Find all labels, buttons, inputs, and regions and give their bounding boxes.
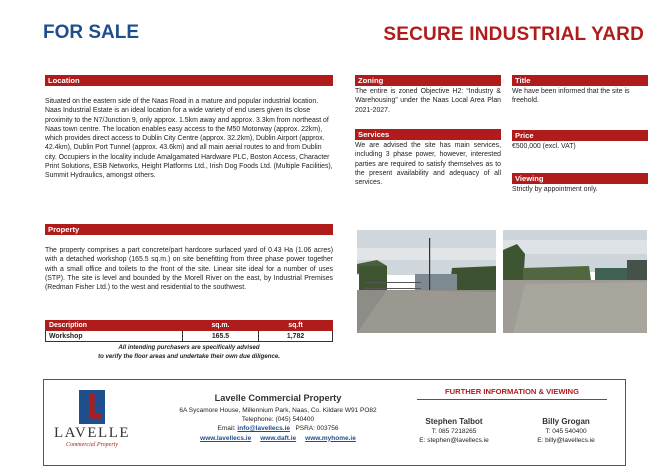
price-text: €500,000 (excl. VAT) — [512, 143, 576, 150]
table-header-description: Description — [46, 321, 183, 331]
logo-mark-icon — [79, 390, 105, 424]
website-link-myhome[interactable]: www.myhome.ie — [305, 434, 356, 442]
table-header-sqft: sq.ft — [259, 321, 333, 331]
company-telephone: Telephone: (045) 540400 — [241, 416, 315, 424]
zoning-text: The entire is zoned Objective H2: “Industry & Warehousing” under the Naas Local Area Plan 2021-2027. — [355, 88, 501, 114]
yard-photo-interior — [503, 230, 647, 333]
further-info-heading: FURTHER INFORMATION & VIEWING — [417, 387, 607, 400]
table-cell-sqm: 165.5 — [182, 331, 258, 342]
table-cell-description: Workshop — [46, 331, 183, 342]
company-logo — [52, 390, 132, 460]
contact-footer — [43, 379, 626, 466]
location-text: Situated on the eastern side of the Naas Road in a mature and popular industrial location. Naas Industrial Estate is an ideal location for a wide variety of end users given its close proximity to the N7/Junction 9, only approx. 1.5km away and approx. 3.3km from northeast of Naas town centre. The location enables easy access to the M50 Motorway (approx. 22km), which provides direct access to Dublin City Centre (approx. 32.2km), Dublin Airport (approx. 42.4km), Dublin Port Tunnel (approx. 43.6km) and all main aerial routes to and from Dublin city. Occupiers in the locality include Amalgamated Hardware PLC, Boston Access, Character Print Solutions, ESB Networks, Height Platforms Ltd., Irish Dog Foods Ltd. (Multiple Facilities), Summit Hydraulics, amongst others. — [45, 98, 333, 180]
property-section — [45, 224, 333, 292]
website-links — [178, 434, 378, 443]
price-heading: Price — [512, 130, 648, 141]
price-section — [512, 130, 648, 151]
title-text: We have been informed that the site is freehold. — [512, 88, 630, 105]
website-link-daft[interactable]: www.daft.ie — [260, 434, 297, 442]
table-header-sqm: sq.m. — [182, 321, 258, 331]
for-sale-label: FOR SALE — [43, 22, 140, 43]
company-email-link[interactable]: info@lavellecs.ie — [237, 425, 291, 433]
property-heading: Property — [45, 224, 333, 235]
services-heading: Services — [355, 129, 501, 140]
email-label: Email: — [217, 425, 236, 433]
logo-tagline: Commercial Property — [65, 442, 119, 448]
logo-wordmark: LAVELLE — [53, 425, 131, 441]
table-cell-sqft: 1,782 — [259, 331, 333, 342]
agent-name: Stephen Talbot — [425, 417, 483, 426]
company-name: Lavelle Commercial Property — [214, 393, 342, 403]
agent-email[interactable]: E: billy@lavellecs.ie — [537, 437, 595, 444]
viewing-heading: Viewing — [512, 173, 648, 184]
zoning-heading: Zoning — [355, 75, 501, 86]
agent-phone: T: 085 7218265 — [431, 427, 477, 435]
company-details — [178, 393, 378, 443]
page-title: SECURE INDUSTRIAL YARD — [383, 24, 644, 45]
title-section — [512, 75, 648, 106]
disclaimer-line-2: to verify the floor areas and undertake their own due diligence. — [98, 352, 280, 360]
viewing-section — [512, 173, 648, 194]
floor-area-table — [45, 320, 333, 342]
property-text: The property comprises a part concrete/part hardcore surfaced yard of 0.43 Ha (1.06 acres) with a detached workshop (165.5 sq.m.) on site benefitting from three phase power together with a small office and toilets to the front of the site. Linear site ideal for a number of uses (STP). The site is level and bounded by the Morell River on the east, by Industrial Premises (Redman Fisher Ltd.) to the west and residential to the southwest. — [45, 247, 333, 292]
psra-number: PSRA: 003756 — [295, 425, 339, 433]
agent-name: Billy Grogan — [542, 417, 590, 426]
agent-card — [511, 417, 621, 446]
disclaimer-line-1: All intending purchasers are specifically advised — [118, 344, 260, 351]
company-email-line — [178, 424, 378, 433]
agent-phone: T: 045 540400 — [545, 427, 587, 435]
services-section — [355, 129, 501, 187]
title-heading: Title — [512, 75, 648, 86]
agent-card — [399, 417, 509, 446]
viewing-text: Strictly by appointment only. — [512, 186, 598, 193]
table-row — [46, 331, 333, 342]
website-link-lavelle[interactable]: www.lavellecs.ie — [200, 434, 252, 442]
services-text: We are advised the site has main services, including 3 phase power, however, interested parties are required to satisfy themselves as to the present availability and adequacy of all services. — [355, 142, 501, 187]
company-address: 6A Sycamore House, Millennium Park, Naas, Co. Kildare W91 PO82 — [179, 407, 377, 414]
yard-photo-entrance — [357, 230, 496, 333]
zoning-section — [355, 75, 501, 115]
location-section — [45, 75, 333, 181]
disclaimer — [45, 344, 333, 361]
table-header-row — [46, 321, 333, 331]
agent-email[interactable]: E: stephen@lavellecs.ie — [419, 437, 489, 444]
location-heading: Location — [45, 75, 333, 86]
